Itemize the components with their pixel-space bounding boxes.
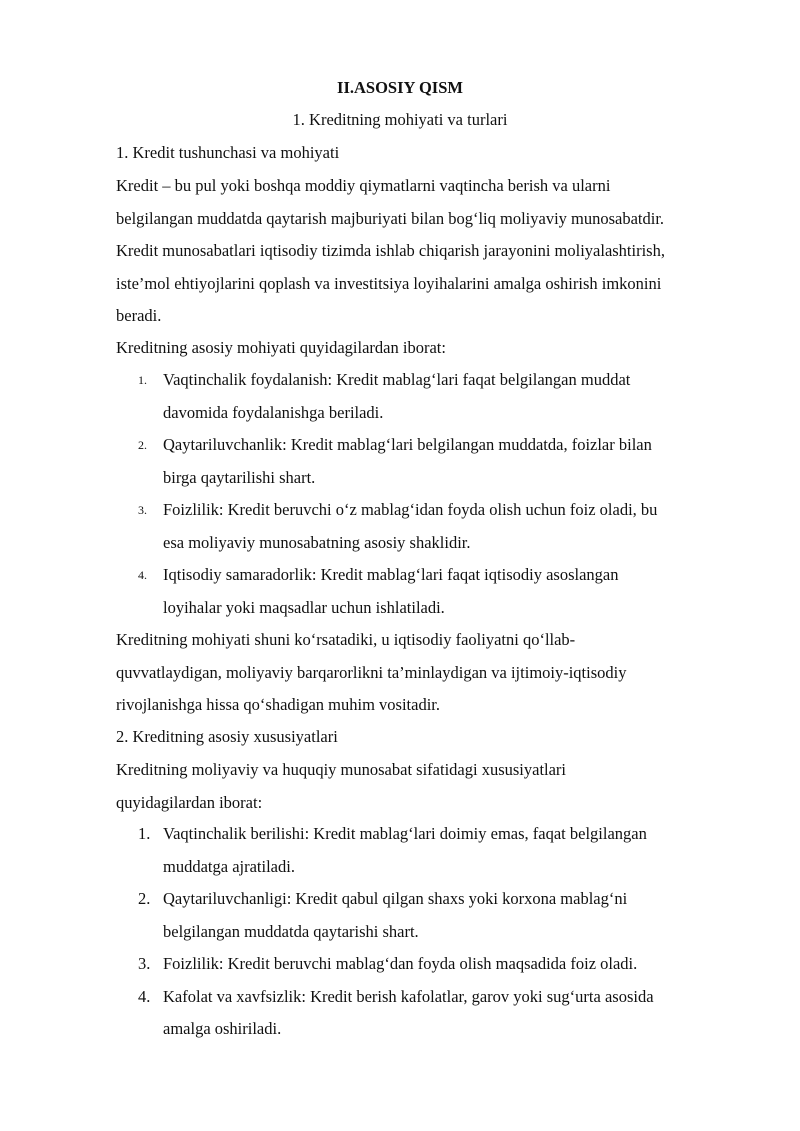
text-line: Kreditning moliyaviy va huquqiy munosabat sifatidagi xususiyatlari — [116, 760, 567, 779]
text-line: loyihalar yoki maqsadlar uchun ishlatiladi. — [163, 597, 445, 617]
text-line: beradi. — [116, 306, 162, 325]
list-item — [116, 364, 756, 429]
text-line: Kreditning mohiyati shuni ko‘rsatadiki, u iqtisodiy faoliyatni qo‘llab- — [116, 630, 576, 649]
text-line: Qaytariluvchanligi: Kredit qabul qilgan shaxs yoki korxona mablag‘ni — [163, 889, 628, 908]
list-number: 1. — [138, 824, 151, 843]
text-line: birga qaytarilishi shart. — [163, 467, 316, 487]
list-item — [116, 818, 756, 883]
text-line: iste’mol ehtiyojlarini qoplash va investitsiya loyihalarini amalga oshirish imkonini — [116, 273, 662, 293]
list-item — [116, 429, 756, 494]
page-subheading: 1. Kreditning mohiyati va turlari — [292, 110, 508, 129]
list-number: 3. — [138, 954, 151, 973]
list-number: 4. — [138, 986, 151, 1006]
text-line: Vaqtinchalik foydalanish: Kredit mablag‘lari faqat belgilangan muddat — [163, 370, 631, 389]
text-line: belgilangan muddatda qaytarish majburiyati bilan bog‘liq moliyaviy munosabatdir. — [116, 208, 665, 228]
text-line: Kafolat va xavfsizlik: Kredit berish kafolatlar, garov yoki sug‘urta asosida — [163, 986, 654, 1006]
section2-title: 2. Kreditning asosiy xususiyatlari — [116, 727, 338, 746]
text-line: Vaqtinchalik berilishi: Kredit mablag‘lari doimiy emas, faqat belgilangan — [163, 824, 647, 843]
text-line: quyidagilardan iborat: — [116, 792, 263, 812]
list-item — [116, 494, 756, 559]
text-line: belgilangan muddatda qaytarishi shart. — [163, 921, 419, 941]
list-number: 4. — [138, 568, 147, 582]
section1-title: 1. Kredit tushunchasi va mohiyati — [116, 143, 340, 162]
page-heading: II.ASOSIY QISM — [337, 78, 463, 97]
list-number: 1. — [138, 373, 147, 387]
text-line: quvvatlaydigan, moliyaviy barqarorlikni ta’minlaydigan va ijtimoiy-iqtisodiy — [116, 662, 627, 682]
text-line: esa moliyaviy munosabatning asosiy shaklidir. — [163, 532, 471, 552]
text-line: muddatga ajratiladi. — [163, 856, 295, 876]
list-number: 2. — [138, 889, 151, 908]
paragraph-mohiyat-summary — [116, 624, 756, 722]
list-number: 3. — [138, 503, 147, 517]
list-number: 2. — [138, 438, 147, 452]
paragraph-mohiyat-intro: Kreditning asosiy mohiyati quyidagilardan iborat: — [116, 338, 446, 357]
text-line: Iqtisodiy samaradorlik: Kredit mablag‘lari faqat iqtisodiy asoslangan — [163, 565, 619, 584]
list-item — [116, 981, 756, 1046]
list-item — [116, 948, 756, 981]
text-line: Kredit – bu pul yoki boshqa moddiy qiymatlarni vaqtincha berish va ularni — [116, 176, 611, 195]
text-line: Kredit munosabatlari iqtisodiy tizimda ishlab chiqarish jarayonini moliyalashtirish, — [116, 241, 665, 260]
text-line: davomida foydalanishga beriladi. — [163, 402, 384, 422]
features-list — [116, 818, 756, 1046]
text-line: amalga oshiriladi. — [163, 1019, 282, 1038]
text-line: Qaytariluvchanlik: Kredit mablag‘lari belgilangan muddatda, foizlar bilan — [163, 435, 652, 454]
paragraph-xususiyat-intro — [116, 754, 756, 819]
list-item — [116, 559, 756, 624]
essence-list — [116, 364, 756, 624]
paragraph-kredit-definition — [116, 170, 756, 333]
text-line: Foizlilik: Kredit beruvchi mablag‘dan foyda olish maqsadida foiz oladi. — [163, 954, 638, 973]
list-item — [116, 883, 756, 948]
text-line: Foizlilik: Kredit beruvchi o‘z mablag‘idan foyda olish uchun foiz oladi, bu — [163, 500, 658, 519]
text-line: rivojlanishga hissa qo‘shadigan muhim vositadir. — [116, 695, 441, 714]
